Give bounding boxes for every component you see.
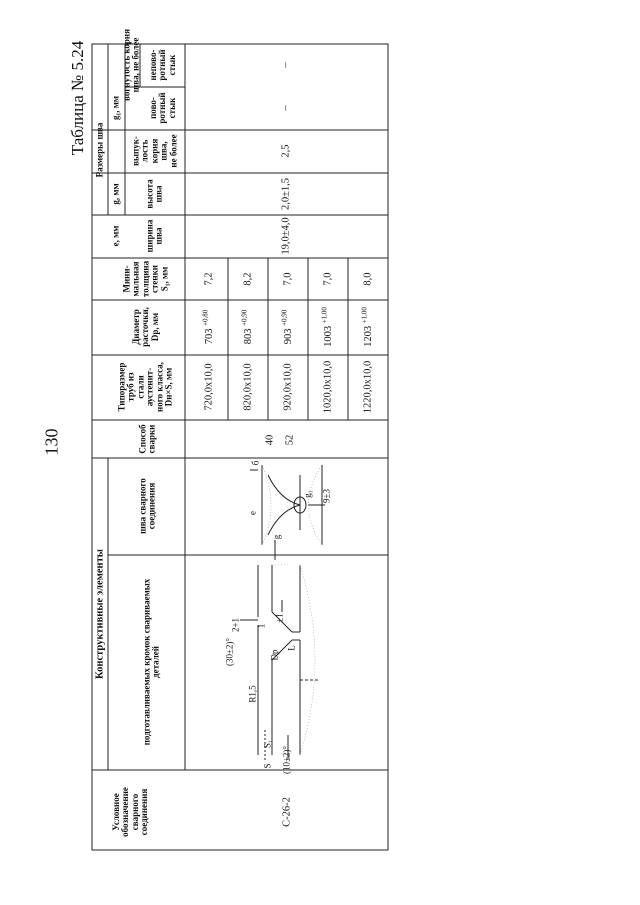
bore-5: 1203 $^{+1,00}$ <box>360 307 375 347</box>
header-rotary-joint: пово- ротный стык <box>147 92 177 124</box>
min-wall-2: 8,2 <box>242 272 254 286</box>
label-g1: g₁ <box>302 490 313 498</box>
rotary-value: – <box>280 105 292 111</box>
bore-4: 1003 $^{+1,00}$ <box>320 307 335 347</box>
header-welding-method: Способ сварки <box>137 424 157 454</box>
min-wall-4: 7,0 <box>322 272 334 286</box>
e-value: 19,0±4,0 <box>280 217 292 255</box>
pipe-size-1: 720,0х10,0 <box>203 363 215 411</box>
label-gap: 2+1 <box>230 617 241 633</box>
pipe-size-3: 920,0х10,0 <box>282 363 294 411</box>
label-angle-10: (10±2)° <box>281 745 292 775</box>
header-seam-height: высота шва <box>144 179 164 209</box>
label-r15: R1,5 <box>247 685 258 703</box>
root-convexity-value: 2,5 <box>280 144 292 158</box>
min-wall-3: 7,0 <box>282 272 294 286</box>
min-wall-1: 7,2 <box>203 272 215 286</box>
label-s: S <box>262 763 273 769</box>
header-weld-seam: шва сварного соединения <box>137 478 157 534</box>
table-title: Таблица № 5.24 <box>68 40 88 156</box>
min-wall-5: 8,0 <box>362 272 374 286</box>
label-g: g <box>271 534 282 540</box>
label-s1: S₁ <box>262 739 273 749</box>
header-seam-dimensions: Размеры шва <box>94 122 105 178</box>
header-bore-diameter: Диаметр расточки, Dр, мм <box>130 307 160 347</box>
method-value-1: 40 <box>264 434 276 446</box>
pipe-size-2: 820,0х10,0 <box>242 363 254 411</box>
header-min-wall: Мини- мальная толщина стенки S₁, мм <box>121 260 170 298</box>
header-designation: Условное обозначение сварного соединения <box>111 787 150 837</box>
label-l: L <box>286 645 297 651</box>
bore-1: 703 $^{+0,80}$ <box>201 309 216 345</box>
pipe-size-5: 1220,0х10,0 <box>362 360 374 414</box>
label-b: б <box>250 460 261 466</box>
method-value-2: 52 <box>284 434 296 446</box>
label-dp: Dр <box>269 649 280 661</box>
header-seam-width: ширина шва <box>144 219 164 253</box>
header-g1-mm: g₁, мм <box>110 96 121 120</box>
label-angle-30: (30±2)° <box>224 637 235 667</box>
pipe-size-4: 1020,0х10,0 <box>322 360 334 414</box>
non-rotary-value: – <box>280 62 292 68</box>
bore-3: 903 $^{+0,90}$ <box>280 309 295 345</box>
header-pipe-size: Типоразмер труб из стали аустенит- ного класса, Dн×S, мм <box>116 362 174 412</box>
header-root-concavity: вогнутость корня шва, не более <box>121 29 141 101</box>
label-one-tol: ±1 <box>274 613 285 623</box>
header-root-convexity: выпук- лость корня шва, не более <box>130 134 179 168</box>
header-e-mm: e, мм <box>110 225 121 247</box>
header-edges-prepared: подготавливаемых кромок свариваемых деталей <box>141 578 161 746</box>
designation-value: С-26-2 <box>281 797 293 827</box>
label-one: 1 <box>256 623 267 629</box>
label-e: e <box>247 511 258 515</box>
bore-2: 803 $^{+0,90}$ <box>240 309 255 345</box>
header-g-mm: g, мм <box>110 183 121 205</box>
header-non-rotary-joint: непово- ротный стык <box>147 49 177 81</box>
header-structural-elements: Конструктивные элементы <box>94 549 106 679</box>
g-value: 2,0±1,5 <box>280 177 292 211</box>
page-number: 130 <box>41 428 62 456</box>
label-nine: 9±3 <box>321 489 332 503</box>
